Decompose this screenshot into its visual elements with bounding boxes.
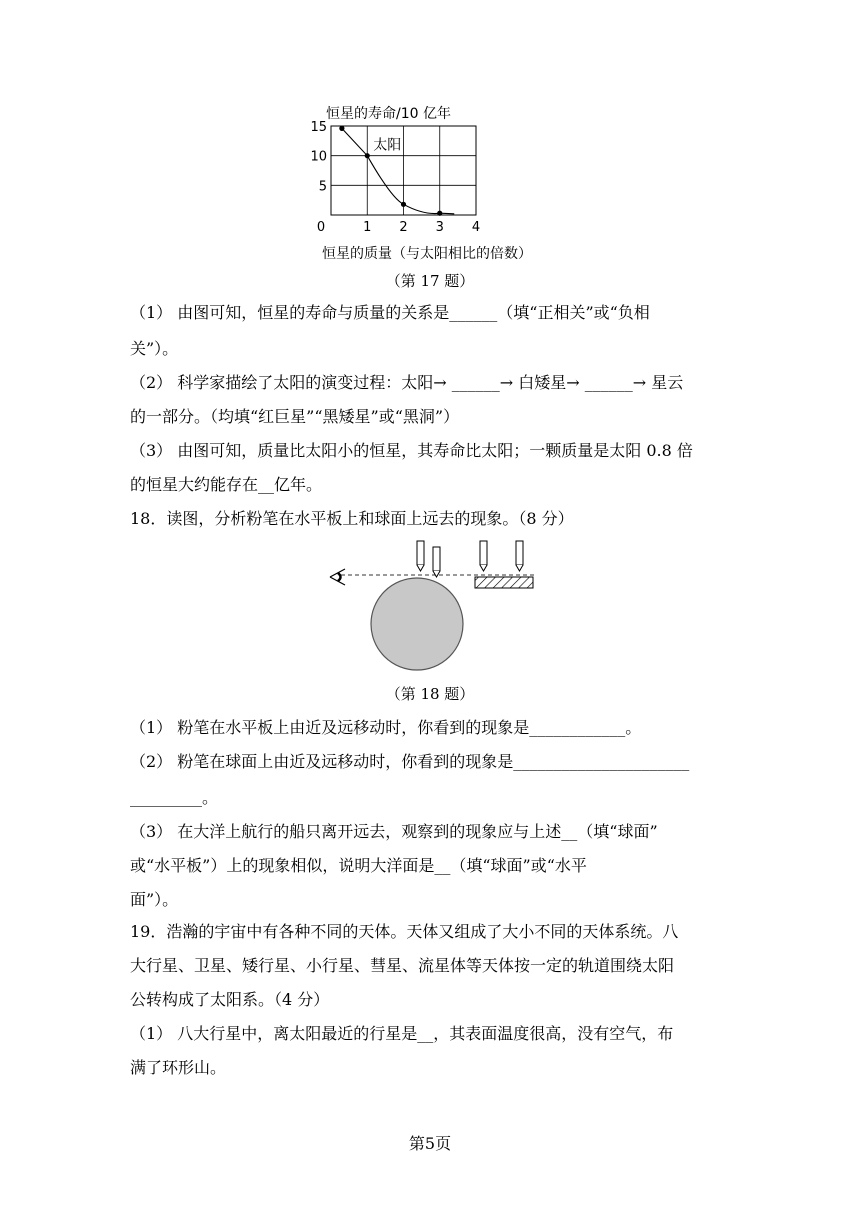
q18-part2-line1: （2） 粉笔在球面上由近及远移动时，你看到的现象是______________________	[130, 752, 690, 771]
chalk-on-sphere-1	[417, 541, 424, 571]
q18-part1: （1） 粉笔在水平板上由近及远移动时，你看到的现象是____________。	[130, 718, 642, 737]
q18-part3-line3: 面”）。	[130, 890, 179, 909]
figure-17-caption: （第 17 题）	[385, 272, 475, 290]
q17-part2-line1: （2） 科学家描绘了太阳的演变过程：太阳→ ______→ 白矮星→ ______→ 星云	[130, 373, 684, 392]
data-point	[365, 153, 370, 158]
annotation-sun: 太阳	[373, 137, 402, 154]
q18-part3-line1: （3） 在大洋上航行的船只离开远去，观察到的现象应与上述__（填“球面”	[130, 822, 658, 841]
chalk-on-board-2	[516, 541, 523, 571]
figure-18-caption: （第 18 题）	[385, 685, 475, 703]
page-number: 第5页	[408, 1134, 452, 1153]
data-point	[401, 202, 406, 207]
flat-board	[475, 577, 533, 588]
data-point	[437, 211, 442, 216]
q19-intro-line2: 大行星、卫星、矮行星、小行星、彗星、流星体等天体按一定的轨道围绕太阳	[130, 956, 675, 975]
chalk-on-sphere-2	[433, 547, 440, 577]
chalk-on-board-1	[480, 541, 487, 571]
q19-intro-line1: 19．浩瀚的宇宙中有各种不同的天体。天体又组成了大小不同的天体系统。八	[130, 922, 679, 941]
q19-part1-line2: 满了环形山。	[130, 1058, 227, 1077]
data-point	[339, 126, 344, 131]
q17-part3-line1: （3） 由图可知，质量比太阳小的恒星，其寿命比太阳；一颗质量是太阳 0.8 倍	[130, 441, 693, 460]
x-tick-label: 1	[363, 220, 372, 235]
x-tick-label: 2	[399, 220, 408, 235]
q19-intro-line3: 公转构成了太阳系。（4 分）	[130, 990, 330, 1009]
q17-part1-line1: （1） 由图可知，恒星的寿命与质量的关系是______（填“正相关”或“负相	[130, 303, 650, 322]
chart-17-plot	[310, 105, 532, 262]
q17-part1-line2: 关”）。	[130, 339, 179, 358]
figure-17-chart	[300, 100, 560, 265]
y-tick-label: 10	[310, 149, 327, 165]
q18-part3-line2: 或“水平板”）上的现象相似，说明大洋面是__（填“球面”或“水平	[130, 856, 587, 875]
figure-18-diagram	[325, 535, 565, 685]
x-tick-label: 3	[435, 220, 444, 235]
q17-part2-line2: 的一部分。（均填“红巨星”“黑矮星”或“黑洞”）	[130, 407, 460, 426]
q19-part1-line1: （1） 八大行星中，离太阳最近的行星是__，其表面温度很高，没有空气，布	[130, 1024, 674, 1043]
eye-icon	[330, 569, 345, 585]
q17-part3-line2: 的恒星大约能存在__亿年。	[130, 475, 323, 494]
x-tick-label: 4	[471, 220, 481, 235]
y-tick-label: 5	[318, 179, 327, 195]
globe-sphere	[371, 578, 463, 670]
q18-part2-line2: _________。	[130, 788, 219, 807]
x-tick-label: 0	[316, 220, 326, 235]
y-axis-title: 恒星的寿命/10 亿年	[326, 106, 451, 122]
q18-title: 18．读图，分析粉笔在水平板上和球面上远去的现象。（8 分）	[130, 509, 574, 528]
y-tick-label: 15	[310, 120, 327, 135]
x-axis-title: 恒星的质量（与太阳相比的倍数）	[322, 246, 532, 262]
